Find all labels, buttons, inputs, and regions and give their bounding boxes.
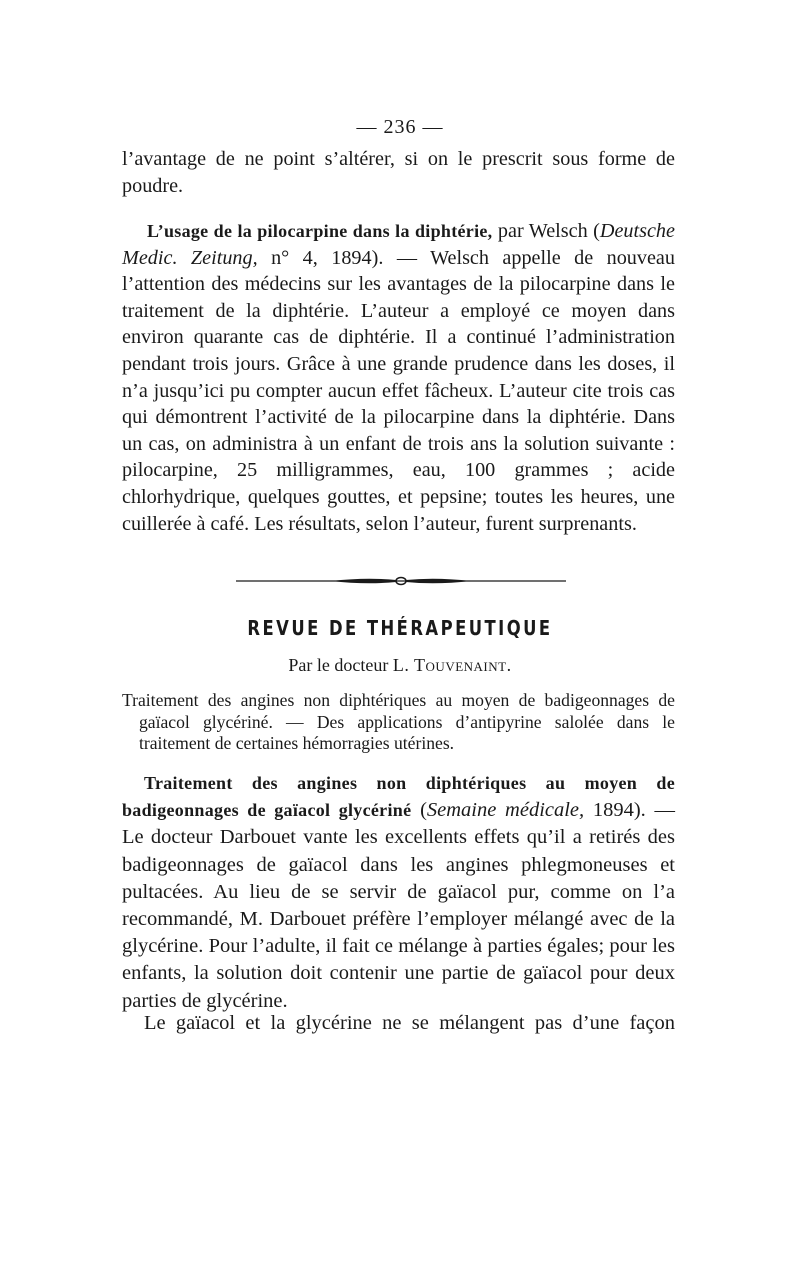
paragraph-pilocarpine [122,218,675,537]
byline-author: L. Touvenaint. [392,655,512,675]
paragraph-source-open: ( [411,799,427,822]
paragraph-heading: Traitement des angines non diphtériques au moyen de badigeonnages de gaïacol glycériné [122,773,675,821]
paragraph-continuation: l’avantage de ne point s’altérer, si on le prescrit sous forme de poudre. [122,148,675,197]
section-byline [0,655,800,676]
paragraph-body: n° 4, 1894). — Welsch appelle de nouveau l’attention des médecins sur les avantages de la pilocarpine dans le traitement de la diphtérie. L’auteur a employé ce moyen dans environ quarante cas de diphtérie. Il a continué l’administration pendant trois jours. Grâce à une grande prudence dans les doses, il n’a jusqu’ici pu compter aucun effet fâcheux. L’auteur cite trois cas qui démontrent l’activité de la pilocarpine dans la diphtérie. Dans un cas, on administra à un enfant de trois ans la solution suivante : pilocarpine, 25 milligrammes, eau, 100 grammes ; acide chlorhydrique, quelques gouttes, et pepsine; toutes les heures, une cuillerée à café. Les résultats, selon l’auteur, furent surprenants. [122,246,675,535]
section-summary: Traitement des angines non diphtériques au moyen de badigeonnages de gaïacol glycériné. — Des applications d’antipyrine salolée dans le traitement de certaines hémorragies utérines. [122,690,675,753]
paragraph-body: — Le docteur Darbouet vante les excellents effets qu’il a retirés des badigeonnages de gaïacol dans les angines phlegmoneuses et pultacées. Au lieu de se servir de gaïacol pur, comme on l’a recommandé, M. Darbouet préfère l’employer mélangé avec de la glycérine. Pour l’adulte, il fait ce mélange à parties égales; pour les enfants, la solution doit contenir une partie de gaïacol pour deux parties de glycérine. [122,799,675,1012]
paragraph-source: Deutsche Medic. Zeitung, [122,220,675,269]
paragraph-final: Le gaïacol et la glycérine ne se mélangent pas d’une façon [144,1012,675,1034]
ornamental-divider [236,576,566,586]
section-title: REVUE DE THÉRAPEUTIQUE [247,616,553,640]
paragraph-heading: L’usage de la pilocarpine dans la diphtérie, [147,221,493,241]
paragraph-gaiacol [122,770,675,1015]
paragraph-author: par Welsch ( [492,220,600,242]
paragraph-source: Semaine médicale, [426,799,585,822]
page-number: — 236 — [356,116,444,138]
paragraph-source-year: 1894). [584,799,646,822]
byline-prefix: Par le docteur [288,655,393,675]
